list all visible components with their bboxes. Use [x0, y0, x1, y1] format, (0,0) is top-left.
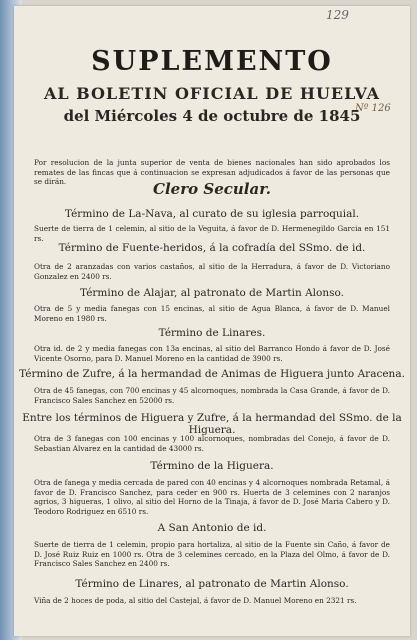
heading-higuera-zufre: Entre los términos de Higuera y Zufre, á la hermandad del SSmo. de la Higuera. — [22, 412, 402, 436]
heading-alajar: Término de Alajar, al patronato de Martin Alonso. — [80, 287, 344, 299]
handwritten-issue-number: Nº 126 — [355, 103, 391, 114]
entry-linares-alonso: Viña de 2 hoces de poda, al sitio del Castejal, á favor de D. Manuel Moreno en 2321 rs. — [34, 596, 357, 605]
entry-zufre: Otra de 45 fanegas, con 700 encinas y 45 alcornoques, nombrada la Casa Grande, á favor de D. Francisco Sales Sanchez en 52000 rs. — [34, 386, 390, 405]
entry-san-antonio: Suerte de tierra de 1 celemin, propio para hortaliza, al sitio de la Fuente sin Caño, á favor de D. José Ruiz Ruiz en 1000 rs. Otra de 3 celemines cercado, en la Plaza del Olmo, á favor de D. Francisco Sales Sanchez en 2400 rs. — [34, 540, 390, 569]
document-title: SUPLEMENTO — [91, 46, 333, 77]
entry-nava: Suerte de tierra de 1 celemin, al sitio de la Veguita, á favor de D. Hermenegildo Garcia en 151 rs. — [34, 224, 390, 243]
heading-zufre: Término de Zufre, á la hermandad de Animas de Higuera junto Aracena. — [19, 368, 405, 380]
document-date: del Miércoles 4 de octubre de 1845 — [63, 107, 361, 125]
document-page — [14, 6, 410, 636]
heading-nava: Término de La-Nava, al curato de su iglesia parroquial. — [64, 208, 360, 220]
heading-linares: Término de Linares. — [158, 327, 266, 339]
intro-paragraph: Por resolucion de la junta superior de venta de bienes nacionales han sido aprobados los remates de las fincas que á continuacion se expresan adjudicados á favor de las personas que se dirán. — [34, 158, 390, 187]
entry-higuera: Otra de fanega y media cercada de pared con 40 encinas y 4 alcornoques nombrada Retamal, á favor de D. Francisco Sanchez, para ceder en 900 rs. Huerta de 3 celemines con 2 naranjos agrios, 3 higueras, 1 olivo, al sitio del Horno de la Tinaja, á favor de D. José Maria Cabero y D. Teodoro Rodriguez en 6510 rs. — [34, 478, 390, 516]
heading-fuenteheridos: Término de Fuente-heridos, á la cofradía del SSmo. de id. — [58, 242, 366, 254]
heading-san-antonio: A San Antonio de id. — [157, 522, 267, 534]
heading-higuera: Término de la Higuera. — [150, 460, 274, 472]
entry-higuera-zufre: Otra de 3 fanegas con 100 encinas y 100 alcornoques, nombradas del Conejo, á favor de D. Sebastian Alvarez en la cantidad de 43000 rs. — [34, 434, 390, 453]
handwritten-page-number: 129 — [326, 8, 349, 22]
entry-fuenteheridos: Otra de 2 aranzadas con varios castaños, al sitio de la Herradura, á favor de D. Victoriano Gonzalez en 2400 rs. — [34, 262, 390, 281]
section-heading: Clero Secular. — [153, 180, 271, 198]
entry-linares: Otra id. de 2 y media fanegas con 13a encinas, al sitio del Barranco Hondo á favor de D. José Vicente Osorno, para D. Manuel Moreno en la cantidad de 3900 rs. — [34, 344, 390, 363]
document-subtitle: AL BOLETIN OFICIAL DE HUELVA — [43, 84, 381, 103]
heading-linares-alonso: Término de Linares, al patronato de Martin Alonso. — [75, 578, 349, 590]
entry-alajar: Otra de 5 y media fanegas con 15 encinas, al sitio de Agua Blanca, á favor de D. Manuel Moreno en 1980 rs. — [34, 304, 390, 323]
